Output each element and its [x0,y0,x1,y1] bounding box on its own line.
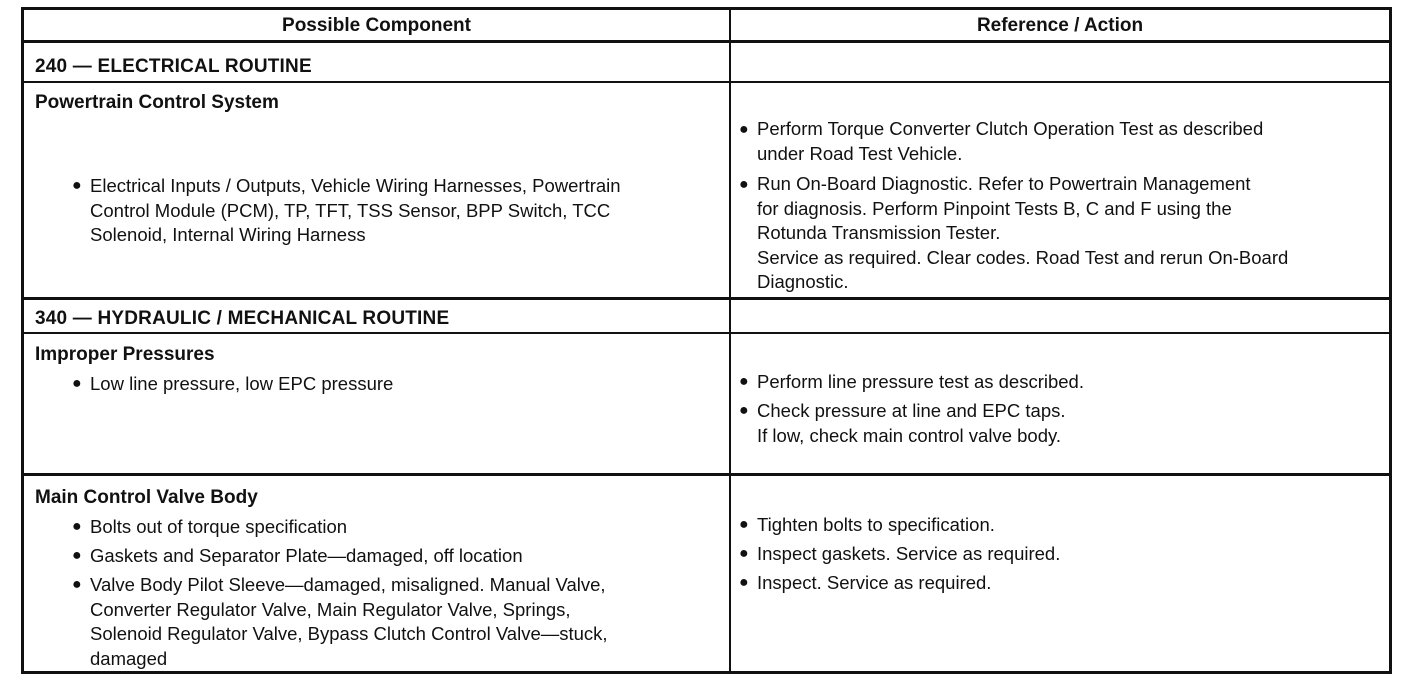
bullet-icon: ● [72,375,82,392]
row-divider [21,332,1392,334]
bullet-icon: ● [739,402,749,419]
action-item: Inspect. Service as required. [757,572,992,593]
group-title-main-control-valve-body: Main Control Valve Body [35,487,258,508]
row-divider [21,81,1392,83]
group-title-improper-pressures: Improper Pressures [35,344,215,365]
section-hydraulic-mechanical-routine: 340 — HYDRAULIC / MECHANICAL ROUTINE [35,308,450,329]
bullet-icon: ● [739,545,749,562]
column-header-possible-component: Possible Component [282,15,471,36]
bullet-icon: ● [739,373,749,390]
action-item: Run On-Board Diagnostic. Refer to Powertrain Management for diagnosis. Perform Pinpoint Tests B, C and F using the Rotunda Transmission Tester. Service as required. Clear codes. Road Test and rerun On-Board Diagnostic. [757,173,1289,292]
column-divider [729,7,731,674]
row-divider [21,473,1392,476]
section-electrical-routine: 240 — ELECTRICAL ROUTINE [35,56,312,77]
bullet-icon: ● [72,518,82,535]
bullet-icon: ● [739,176,749,193]
component-item: Electrical Inputs / Outputs, Vehicle Wiring Harnesses, Powertrain Control Module (PCM), TP, TFT, TSS Sensor, BPP Switch, TCC Solenoid, Internal Wiring Harness [90,175,621,245]
group-title-powertrain-control-system: Powertrain Control System [35,92,279,113]
bullet-icon: ● [739,516,749,533]
bullet-icon: ● [72,576,82,593]
component-item: Low line pressure, low EPC pressure [90,373,394,394]
row-divider [21,297,1392,300]
action-item: Check pressure at line and EPC taps. If low, check main control valve body. [757,400,1066,446]
component-item: Valve Body Pilot Sleeve—damaged, misaligned. Manual Valve, Converter Regulator Valve, Main Regulator Valve, Springs, Solenoid Regulator Valve, Bypass Clutch Control Valve—stuck, damaged [90,574,608,669]
column-header-reference-action: Reference / Action [976,15,1144,36]
action-item: Perform line pressure test as described. [757,371,1084,392]
bullet-icon: ● [739,574,749,591]
action-item: Tighten bolts to specification. [757,514,995,535]
bullet-icon: ● [739,121,749,138]
bullet-icon: ● [72,177,82,194]
action-item: Perform Torque Converter Clutch Operation Test as described under Road Test Vehicle. [757,118,1264,164]
action-item: Inspect gaskets. Service as required. [757,543,1061,564]
component-item: Gaskets and Separator Plate—damaged, off location [90,545,523,566]
component-item: Bolts out of torque specification [90,516,348,537]
bullet-icon: ● [72,547,82,564]
header-divider [21,40,1392,43]
